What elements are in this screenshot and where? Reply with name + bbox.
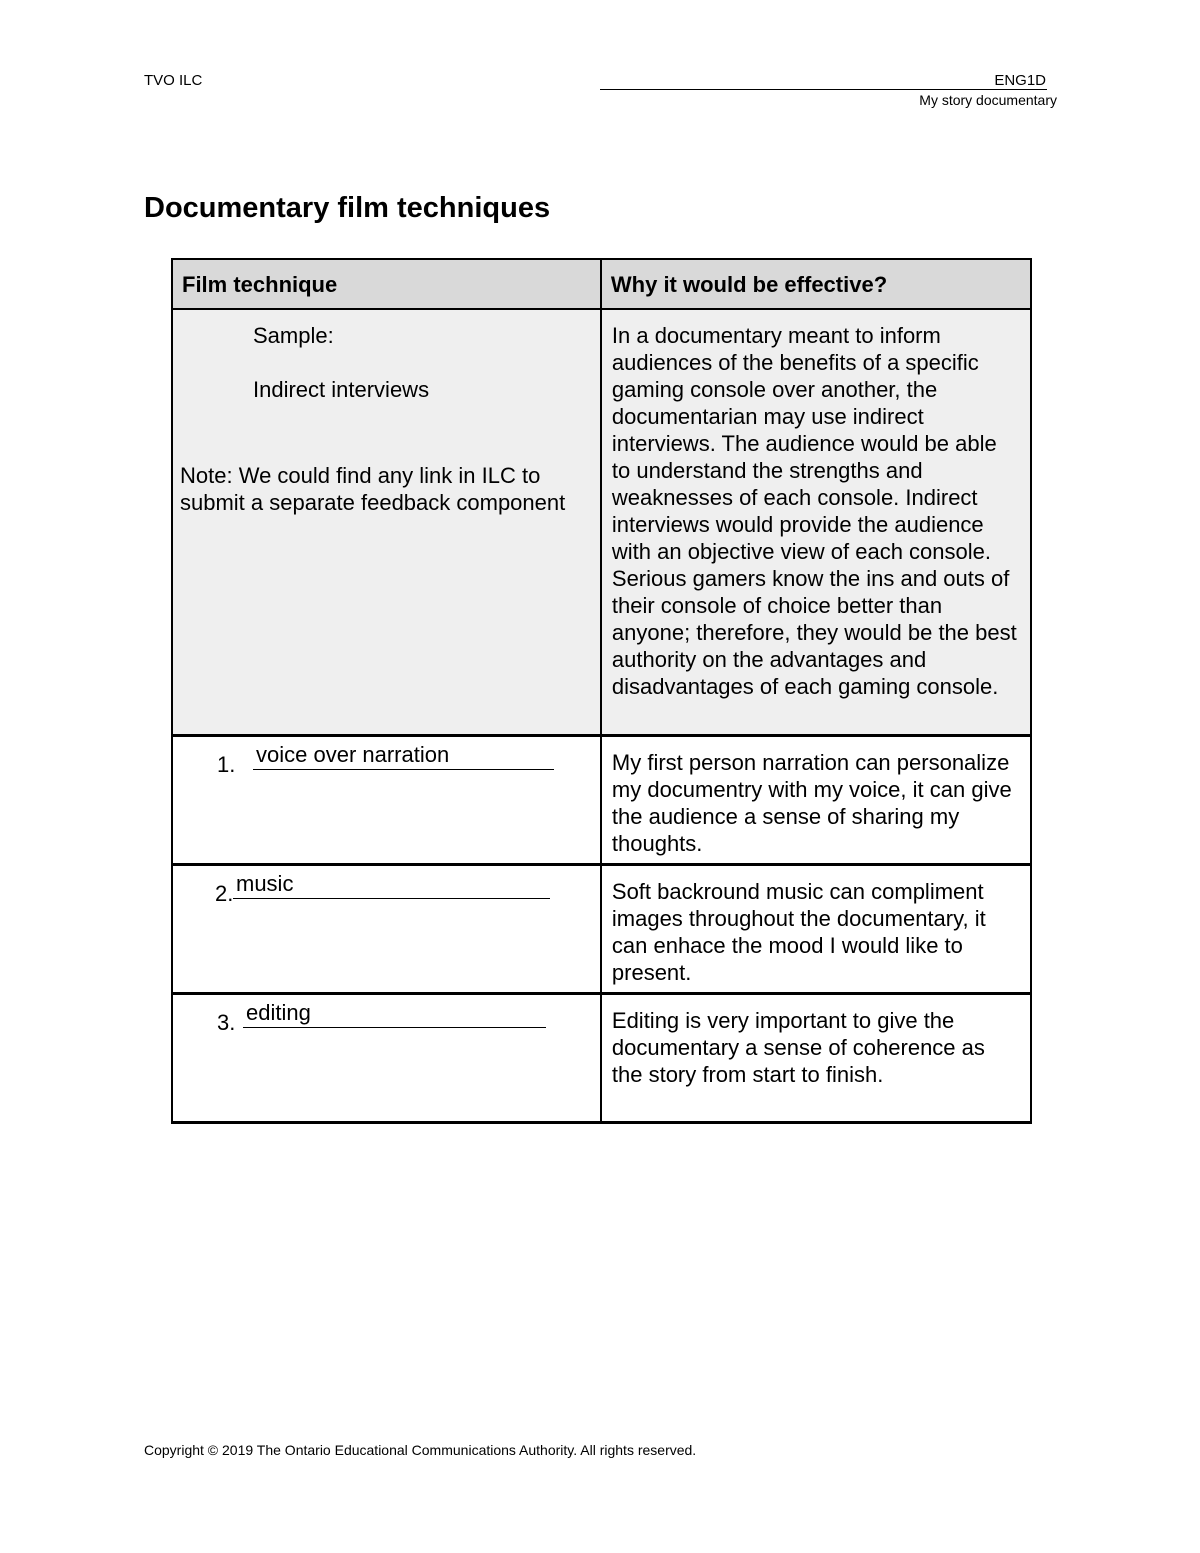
reason-cell	[601, 736, 1031, 865]
header-film-technique: Film technique	[172, 259, 601, 309]
technique-answer-field[interactable]: editing	[243, 999, 546, 1028]
sample-note: Note: We could find any link in ILC to submit a separate feedback component	[180, 463, 566, 515]
reason-answer[interactable]: My first person narration can personalize my documentry with my voice, it can give the audience a sense of sharing my thoughts.	[611, 750, 1012, 856]
technique-cell	[172, 994, 601, 1123]
header-why-effective: Why it would be effective?	[601, 259, 1031, 309]
table-header-row	[172, 259, 1031, 309]
header-rule	[600, 89, 1047, 90]
techniques-table	[171, 258, 1032, 1124]
page-title: Documentary film techniques	[144, 192, 551, 224]
sample-reason: In a documentary meant to inform audiences of the benefits of a specific gaming console over another, the documentarian may use indirect interviews. The audience would be able to understand the strengths and weaknesses of each console. Indirect interviews would provide the audience with an objective view of each console. Serious gamers know the ins and outs of their console of choice better than anyone; therefore, they would be the best authority on the advantages and disadvantages of each gaming console.	[611, 323, 1017, 699]
reason-answer[interactable]: Soft backround music can compliment images throughout the documentary, it can enhace the mood I would like to present.	[611, 879, 986, 985]
technique-answer-field[interactable]: voice over narration	[253, 741, 554, 770]
technique-cell	[172, 736, 601, 865]
header-unit: My story documentary	[919, 92, 1057, 108]
table-row	[172, 309, 1031, 736]
header-course: ENG1D	[994, 72, 1046, 89]
reason-cell	[601, 994, 1031, 1123]
sample-technique: Indirect interviews	[253, 377, 430, 402]
sample-technique-cell	[172, 309, 601, 736]
row-number: 3.	[217, 1010, 236, 1035]
table-row	[172, 865, 1031, 994]
table-row	[172, 994, 1031, 1123]
technique-cell	[172, 865, 601, 994]
copyright-footer: Copyright © 2019 The Ontario Educational Communications Authority. All rights reserved.	[144, 1442, 697, 1458]
sample-reason-cell	[601, 309, 1031, 736]
reason-cell	[601, 865, 1031, 994]
row-number: 1.	[217, 752, 236, 777]
header-org: TVO ILC	[144, 72, 203, 89]
table-row	[172, 736, 1031, 865]
sample-label: Sample:	[253, 323, 334, 348]
technique-answer-field[interactable]: music	[233, 870, 550, 899]
reason-answer[interactable]: Editing is very important to give the documentary a sense of coherence as the story from start to finish.	[611, 1008, 985, 1087]
row-number: 2.	[215, 881, 234, 906]
